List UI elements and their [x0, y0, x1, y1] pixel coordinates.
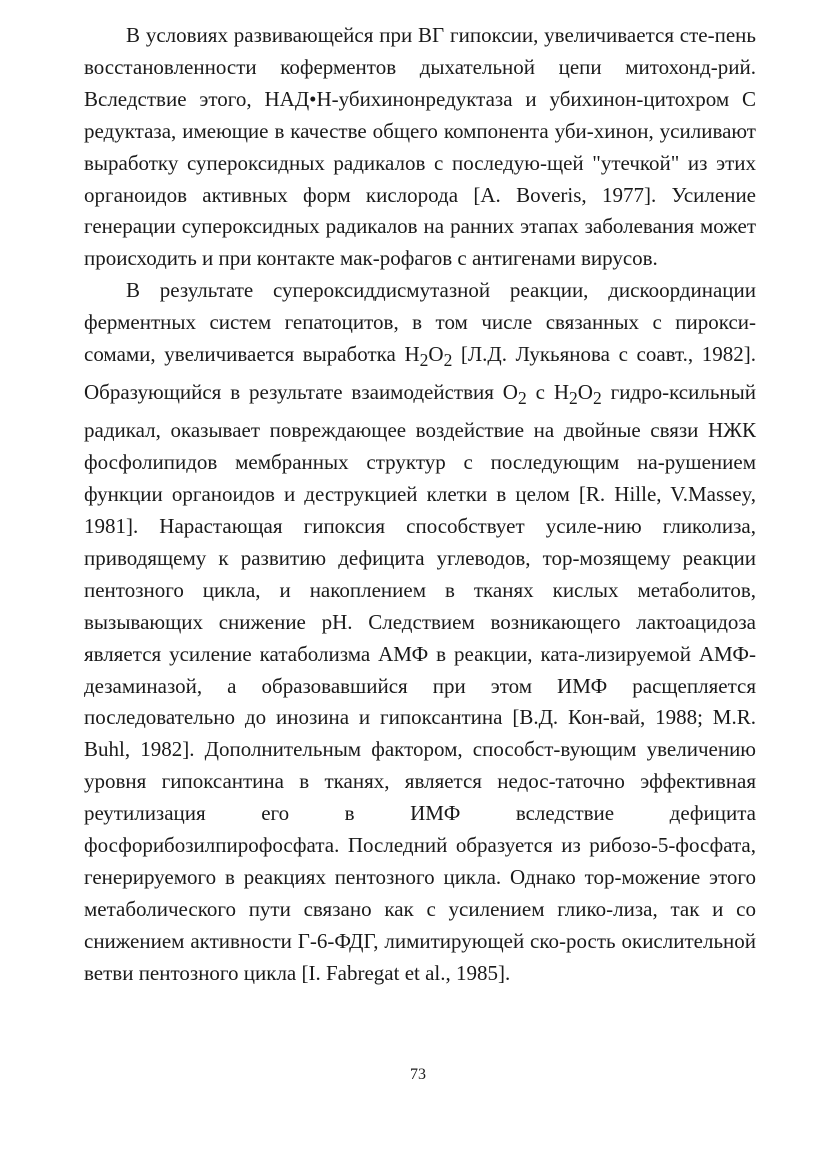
- page-number: 73: [410, 1066, 426, 1083]
- subscript-h2o2-o: 2: [443, 350, 453, 371]
- paragraph-2-text-d: гидро-ксильный радикал, оказывает повреждающее воздействие на двойные связи НЖК фосфолипидов мембранных структур с последующим на-рушением функции органоидов и деструкцией клетки в целом [R. Hille, V.Massey, 1981]. Нарастающая гипоксия способствует усиле-нию гликолиза, приводящему к развитию дефицита углеводов, тор-мозящему реакции пентозного цикла, и накоплением в тканях кислых метаболитов, вызывающих снижение pH. Следствием возникающего лактоацидоза является усиление катаболизма АМФ в реакции, ката-лизируемой АМФ-дезаминазой, а образовавшийся при этом ИМФ расщепляется последовательно до инозина и гипоксантина [В.Д. Кон-вай, 1988; M.R. Buhl, 1982]. Дополнительным фактором, способст-вующим увеличению уровня гипоксантина в тканях, является недос-таточно эффективная реутилизация его в ИМФ вследствие дефицита фосфорибозилпирофосфата. Последний образуется из рибозо-5-фосфата, генерируемого в реакциях пентозного цикла. Однако тор-можение этого метаболического пути связано как с усилением глико-лиза, так и со снижением активности Г-6-ФДГ, лимитирующей ско-рость окислительной ветви пентозного цикла [I. Fabregat et al., 1985].: [84, 380, 756, 985]
- subscript-o2: 2: [517, 388, 527, 409]
- formula-o: O: [428, 342, 444, 367]
- subscript-h2o2-h: 2: [419, 350, 429, 371]
- paragraph-2: [84, 275, 756, 989]
- paragraph-2-text-c: с H: [526, 380, 570, 405]
- paragraph-2-text-b: [Л.Д. Лукьянова с соавт., 1982]. Образующийся в результате взаимодействия O: [84, 342, 756, 405]
- paragraph-1: [84, 20, 756, 275]
- paragraph-1-text: В условиях развивающейся при ВГ гипоксии, увеличивается сте-пень восстановленности коферментов дыхательной цепи митохонд-рий. Вследствие этого, НАД•Н-убихинонредуктаза и убихинон-цитохром С редуктаза, имеющие в качестве общего компонента уби-хинон, усиливают выработку супероксидных радикалов с последую-щей "утечкой" из этих органоидов активных форм кислорода [A. Boveris, 1977]. Усиление генерации супероксидных радикалов на ранних этапах заболевания может происходить и при контакте мак-рофагов с антигенами вирусов.: [84, 23, 756, 271]
- subscript-h2o2-h-second: 2: [569, 388, 578, 409]
- formula-o-second: O: [577, 380, 593, 405]
- subscript-h2o2-o-second: 2: [592, 388, 602, 409]
- paragraph-2-text-a: В результате супероксиддисмутазной реакции, дискоординации ферментных систем гепатоцитов, в том числе связанных с пирокси-сомами, увеличивается выработка H: [84, 278, 756, 367]
- body-text: [84, 20, 756, 990]
